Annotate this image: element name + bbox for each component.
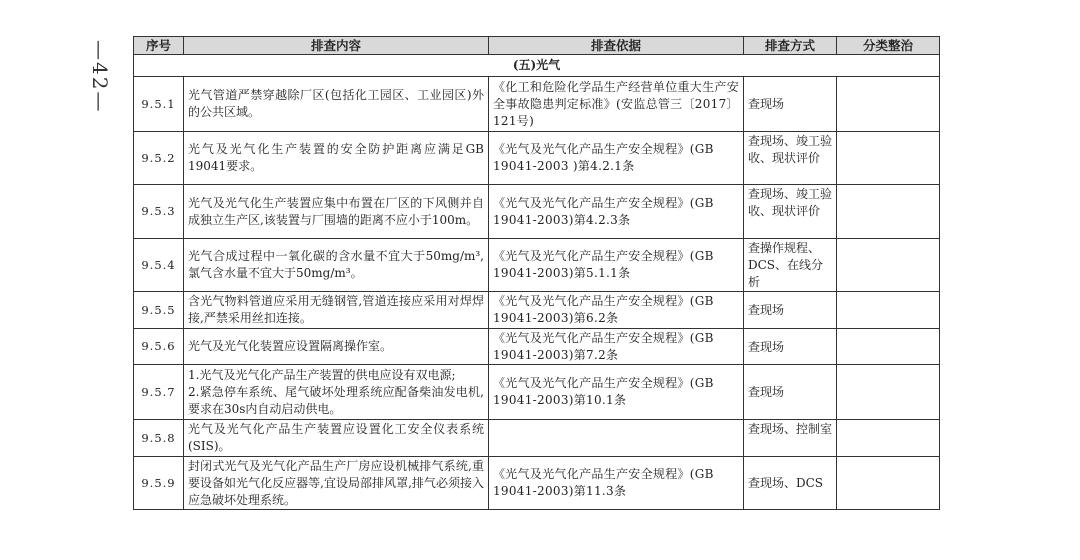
row-content: 光气及光气化生产装置应集中布置在厂区的下风侧并自成独立生产区,该装置与厂围墙的距离不应小于100m。 — [184, 185, 489, 239]
table-row — [134, 132, 940, 185]
row-seq: 9.5.3 — [134, 185, 184, 239]
row-content: 光气及光气化产品生产装置应设置化工安全仪表系统(SIS)。 — [184, 420, 489, 457]
table-row — [134, 457, 940, 510]
row-method: 查现场 — [744, 329, 837, 365]
row-basis: 《光气及光气化产品生产安全规程》(GB 19041-2003)第6.2条 — [489, 292, 744, 329]
row-content: 光气及光气化生产装置的安全防护距离应满足GB 19041要求。 — [184, 132, 489, 185]
inspection-table — [133, 36, 940, 510]
row-remediation — [837, 185, 940, 239]
row-basis: 《化工和危险化学品生产经营单位重大生产安全事故隐患判定标准》(安监总管三〔2017〕121号) — [489, 77, 744, 132]
row-seq: 9.5.7 — [134, 365, 184, 420]
row-method: 查现场、DCS — [744, 457, 837, 510]
row-seq: 9.5.6 — [134, 329, 184, 365]
table-row — [134, 420, 940, 457]
row-seq: 9.5.5 — [134, 292, 184, 329]
row-content: 1.光气及光气化产品生产装置的供电应设有双电源; 2.紧急停车系统、尾气破坏处理系统应配备柴油发电机,要求在30s内自动启动供电。 — [184, 365, 489, 420]
table-row — [134, 239, 940, 292]
row-remediation — [837, 420, 940, 457]
row-content: 光气合成过程中一氧化碳的含水量不宜大于50mg/m³,氯气含水量不宜大于50mg/m³。 — [184, 239, 489, 292]
header-basis: 排查依据 — [489, 37, 744, 55]
section-title: (五)光气 — [134, 55, 940, 77]
row-content: 光气及光气化装置应设置隔离操作室。 — [184, 329, 489, 365]
row-method: 查现场 — [744, 77, 837, 132]
row-basis: 《光气及光气化产品生产安全规程》(GB 19041-2003 )第4.2.1条 — [489, 132, 744, 185]
row-seq: 9.5.1 — [134, 77, 184, 132]
row-basis — [489, 420, 744, 457]
header-row — [134, 37, 940, 55]
row-remediation — [837, 329, 940, 365]
row-content — [184, 457, 489, 510]
row-remediation — [837, 457, 940, 510]
row-method: 查现场、竣工验收、现状评价 — [744, 132, 837, 185]
row-seq: 9.5.9 — [134, 457, 184, 510]
row-content-text: 封闭式光气及光气化产品生产厂房应设机械排气系统,重要设备如光气化反应器等,宜设局部排风罩,排气必须接入应急破坏处理系统。 — [188, 458, 484, 507]
row-seq: 9.5.8 — [134, 420, 184, 457]
row-basis: 《光气及光气化产品生产安全规程》(GB 19041-2003)第5.1.1条 — [489, 239, 744, 292]
row-seq: 9.5.4 — [134, 239, 184, 292]
row-method: 查现场、控制室 — [744, 420, 837, 457]
row-method: 查现场 — [744, 365, 837, 420]
section-row — [134, 55, 940, 77]
table-row — [134, 365, 940, 420]
header-seq: 序号 — [134, 37, 184, 55]
table-row — [134, 77, 940, 132]
row-method: 查现场 — [744, 292, 837, 329]
header-method: 排查方式 — [744, 37, 837, 55]
header-remediation: 分类整治 — [837, 37, 940, 55]
row-remediation — [837, 132, 940, 185]
row-seq: 9.5.2 — [134, 132, 184, 185]
header-content: 排查内容 — [184, 37, 489, 55]
row-content: 含光气物料管道应采用无缝钢管,管道连接应采用对焊焊接,严禁采用丝扣连接。 — [184, 292, 489, 329]
row-basis: 《光气及光气化产品生产安全规程》(GB 19041-2003)第4.2.3条 — [489, 185, 744, 239]
row-basis: 《光气及光气化产品生产安全规程》(GB 19041-2003)第10.1条 — [489, 365, 744, 420]
row-basis: 《光气及光气化产品生产安全规程》(GB 19041-2003)第7.2条 — [489, 329, 744, 365]
row-method: 查现场、竣工验收、现状评价 — [744, 185, 837, 239]
row-remediation — [837, 239, 940, 292]
row-content: 光气管道严禁穿越除厂区(包括化工园区、工业园区)外的公共区域。 — [184, 77, 489, 132]
row-method: 查操作规程、DCS、在线分析 — [744, 239, 837, 292]
row-basis: 《光气及光气化产品生产安全规程》(GB 19041-2003)第11.3条 — [489, 457, 744, 510]
row-remediation — [837, 292, 940, 329]
row-remediation — [837, 77, 940, 132]
page-number: —42— — [88, 40, 112, 114]
table-row — [134, 329, 940, 365]
table-row — [134, 185, 940, 239]
table-row — [134, 292, 940, 329]
row-remediation — [837, 365, 940, 420]
